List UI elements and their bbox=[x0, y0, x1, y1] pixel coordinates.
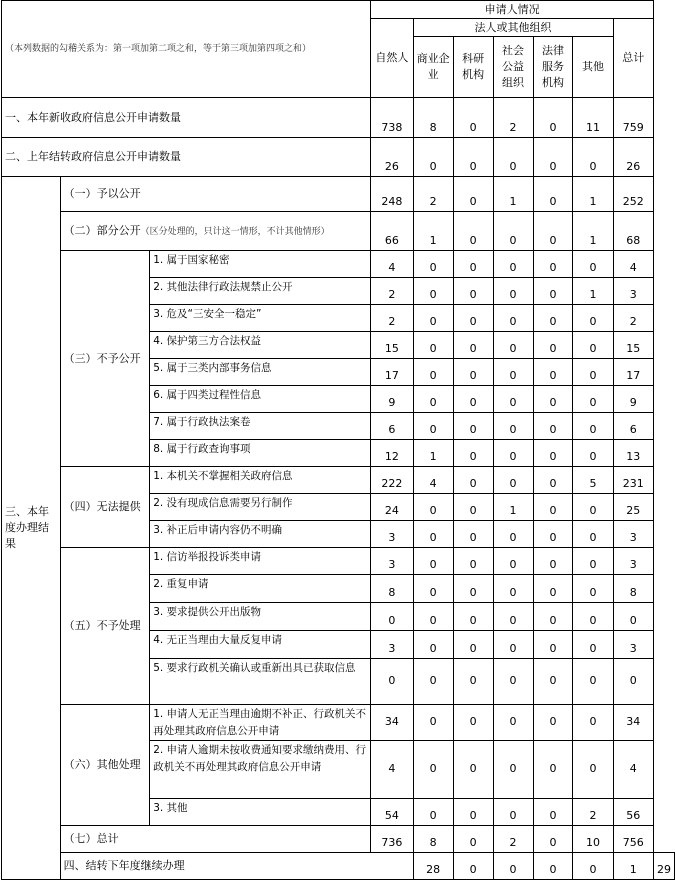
cell-value: 56 bbox=[613, 799, 653, 826]
sub-row-label: 4. 保护第三方合法权益 bbox=[150, 332, 371, 359]
cell-value: 0 bbox=[493, 251, 533, 278]
cell-value: 0 bbox=[413, 799, 453, 826]
cell-value: 0 bbox=[493, 659, 533, 705]
cell-value: 0 bbox=[573, 603, 613, 631]
cell-value: 8 bbox=[613, 575, 653, 603]
report-table-wrapper bbox=[1, 0, 675, 880]
cell-value: 0 bbox=[493, 799, 533, 826]
sub-row-label: 1. 信访举报投诉类申请 bbox=[150, 548, 371, 575]
table-row-partially-disclosed bbox=[2, 212, 675, 251]
row-label: 四、结转下年度继续办理 bbox=[60, 853, 413, 880]
cell-value: 0 bbox=[371, 659, 413, 705]
row-label: （一）予以公开 bbox=[60, 177, 371, 212]
cell-value: 0 bbox=[573, 138, 613, 177]
cell-value: 0 bbox=[453, 413, 493, 440]
sub-row-label: 2. 没有现成信息需要另行制作 bbox=[150, 494, 371, 521]
cell-value: 248 bbox=[371, 177, 413, 212]
col-natural-person: 自然人 bbox=[371, 19, 413, 98]
cell-value: 3 bbox=[613, 278, 653, 305]
cell-value: 2 bbox=[413, 177, 453, 212]
cell-value: 9 bbox=[371, 386, 413, 413]
cell-value: 231 bbox=[613, 467, 653, 494]
cell-value: 0 bbox=[493, 467, 533, 494]
cell-value: 0 bbox=[613, 659, 653, 705]
cell-value: 0 bbox=[453, 705, 493, 741]
cell-value: 0 bbox=[371, 603, 413, 631]
cell-value: 0 bbox=[413, 251, 453, 278]
cell-value: 0 bbox=[533, 853, 573, 880]
cell-value: 3 bbox=[613, 521, 653, 548]
cell-value: 17 bbox=[613, 359, 653, 386]
cell-value: 0 bbox=[453, 251, 493, 278]
row-label: 二、上年结转政府信息公开申请数量 bbox=[2, 138, 371, 177]
cell-value: 0 bbox=[453, 386, 493, 413]
cell-value: 0 bbox=[533, 138, 573, 177]
cell-value: 0 bbox=[453, 278, 493, 305]
cell-value: 15 bbox=[613, 332, 653, 359]
cell-value: 4 bbox=[613, 741, 653, 799]
table-row bbox=[2, 548, 675, 575]
cell-value: 0 bbox=[493, 603, 533, 631]
cell-value: 24 bbox=[371, 494, 413, 521]
cell-value: 0 bbox=[413, 138, 453, 177]
cell-value: 1 bbox=[573, 212, 613, 251]
cell-value: 0 bbox=[533, 305, 573, 332]
cell-value: 0 bbox=[453, 440, 493, 467]
cell-value: 0 bbox=[493, 138, 533, 177]
cell-value: 0 bbox=[493, 548, 533, 575]
cell-value: 68 bbox=[613, 212, 653, 251]
cell-value: 0 bbox=[573, 705, 613, 741]
cell-value: 0 bbox=[453, 332, 493, 359]
cell-value: 0 bbox=[493, 521, 533, 548]
cell-value: 0 bbox=[533, 705, 573, 741]
cell-value: 34 bbox=[613, 705, 653, 741]
cell-value: 0 bbox=[453, 741, 493, 799]
sub-row-label: 2. 其他法律行政法规禁止公开 bbox=[150, 278, 371, 305]
cell-value: 0 bbox=[533, 98, 573, 138]
table-row-disclosed bbox=[2, 177, 675, 212]
cell-value: 0 bbox=[573, 305, 613, 332]
cell-value: 0 bbox=[533, 359, 573, 386]
cell-value: 0 bbox=[413, 386, 453, 413]
cell-value: 0 bbox=[413, 548, 453, 575]
cell-value: 0 bbox=[413, 278, 453, 305]
cell-value: 2 bbox=[613, 305, 653, 332]
cell-value: 15 bbox=[371, 332, 413, 359]
cell-value: 0 bbox=[453, 575, 493, 603]
cell-value: 0 bbox=[573, 853, 613, 880]
sub-row-label: 2. 重复申请 bbox=[150, 575, 371, 603]
sub-row-label: 5. 要求行政机关确认或重新出具已获取信息 bbox=[150, 659, 371, 705]
sub-row-label: 3. 危及“三安全一稳定” bbox=[150, 305, 371, 332]
cell-value: 0 bbox=[573, 575, 613, 603]
cell-value: 13 bbox=[613, 440, 653, 467]
cell-value: 0 bbox=[453, 853, 493, 880]
cell-value: 25 bbox=[613, 494, 653, 521]
cell-value: 1 bbox=[413, 440, 453, 467]
cell-value: 0 bbox=[493, 278, 533, 305]
cell-value: 252 bbox=[613, 177, 653, 212]
table-row-section-total bbox=[2, 826, 675, 853]
sub-row-label: 7. 属于行政执法案卷 bbox=[150, 413, 371, 440]
cell-value: 736 bbox=[371, 826, 413, 853]
cell-value: 0 bbox=[533, 521, 573, 548]
sub-row-label: 3. 其他 bbox=[150, 799, 371, 826]
cell-value: 0 bbox=[493, 413, 533, 440]
cell-value: 4 bbox=[371, 251, 413, 278]
table-row bbox=[2, 251, 675, 278]
sub-row-label: 8. 属于行政查询事项 bbox=[150, 440, 371, 467]
cell-value: 0 bbox=[573, 631, 613, 659]
cell-value: 0 bbox=[413, 305, 453, 332]
cell-value: 0 bbox=[453, 548, 493, 575]
cell-value: 0 bbox=[413, 521, 453, 548]
cell-value: 1 bbox=[413, 212, 453, 251]
cell-value: 1 bbox=[573, 177, 613, 212]
cell-value: 0 bbox=[413, 413, 453, 440]
cell-value: 0 bbox=[413, 575, 453, 603]
partial-label: （二）部分公开 bbox=[63, 223, 141, 237]
cell-value: 0 bbox=[413, 631, 453, 659]
cell-value: 0 bbox=[573, 413, 613, 440]
cell-value: 8 bbox=[413, 98, 453, 138]
cell-value: 8 bbox=[371, 575, 413, 603]
cell-value: 0 bbox=[493, 575, 533, 603]
cell-value: 4 bbox=[613, 251, 653, 278]
cell-value: 0 bbox=[453, 212, 493, 251]
cell-value: 0 bbox=[573, 440, 613, 467]
cell-value: 1 bbox=[613, 853, 653, 880]
cell-value: 54 bbox=[371, 799, 413, 826]
table-row-carried-over bbox=[2, 138, 675, 177]
cell-value: 0 bbox=[493, 359, 533, 386]
cell-value: 29 bbox=[654, 853, 675, 880]
cell-value: 0 bbox=[533, 494, 573, 521]
sub-row-label: 5. 属于三类内部事务信息 bbox=[150, 359, 371, 386]
cell-value: 0 bbox=[533, 332, 573, 359]
cell-value: 6 bbox=[371, 413, 413, 440]
cell-value: 0 bbox=[413, 332, 453, 359]
cell-value: 2 bbox=[493, 98, 533, 138]
col-other: 其他 bbox=[573, 37, 613, 98]
cell-value: 0 bbox=[413, 741, 453, 799]
cell-value: 0 bbox=[573, 251, 613, 278]
cell-value: 0 bbox=[533, 826, 573, 853]
cell-value: 0 bbox=[453, 659, 493, 705]
cell-value: 0 bbox=[493, 212, 533, 251]
cell-value: 2 bbox=[493, 826, 533, 853]
sub-row-label: 3. 补正后申请内容仍不明确 bbox=[150, 521, 371, 548]
cell-value: 0 bbox=[573, 521, 613, 548]
group-label-other-processing: （六）其他处理 bbox=[60, 705, 150, 826]
cell-value: 0 bbox=[413, 705, 453, 741]
cell-value: 12 bbox=[371, 440, 413, 467]
row-label-partial bbox=[60, 212, 371, 251]
cell-value: 0 bbox=[493, 332, 533, 359]
cell-value: 4 bbox=[413, 467, 453, 494]
table-row-new-applications bbox=[2, 98, 675, 138]
cell-value: 0 bbox=[493, 631, 533, 659]
cell-value: 10 bbox=[573, 826, 613, 853]
cell-value: 3 bbox=[613, 631, 653, 659]
partial-note: （区分处理的，只计这一情形，不计其他情形） bbox=[140, 226, 330, 237]
cell-value: 1 bbox=[493, 494, 533, 521]
cell-value: 0 bbox=[453, 359, 493, 386]
cell-value: 0 bbox=[413, 659, 453, 705]
cell-value: 0 bbox=[533, 603, 573, 631]
header-row-1 bbox=[2, 1, 675, 19]
header-note: （本列数据的勾稽关系为：第一项加第二项之和，等于第三项加第四项之和） bbox=[2, 1, 371, 98]
table-row-carry-forward bbox=[2, 853, 675, 880]
cell-value: 9 bbox=[613, 386, 653, 413]
cell-value: 1 bbox=[493, 177, 533, 212]
group-label-not-disclosed: （三）不予公开 bbox=[60, 251, 150, 467]
cell-value: 0 bbox=[573, 548, 613, 575]
cell-value: 0 bbox=[453, 826, 493, 853]
cell-value: 0 bbox=[533, 278, 573, 305]
cell-value: 0 bbox=[453, 603, 493, 631]
section-3-label: 三、本年度办理结果 bbox=[2, 177, 61, 880]
cell-value: 26 bbox=[371, 138, 413, 177]
cell-value: 0 bbox=[533, 741, 573, 799]
cell-value: 0 bbox=[533, 440, 573, 467]
cell-value: 0 bbox=[493, 386, 533, 413]
cell-value: 0 bbox=[533, 631, 573, 659]
cell-value: 0 bbox=[413, 494, 453, 521]
cell-value: 8 bbox=[413, 826, 453, 853]
cell-value: 0 bbox=[533, 659, 573, 705]
group-label-unable-to-provide: （四）无法提供 bbox=[60, 467, 150, 548]
cell-value: 0 bbox=[573, 494, 613, 521]
cell-value: 0 bbox=[493, 440, 533, 467]
cell-value: 1 bbox=[573, 278, 613, 305]
sub-row-label: 2. 申请人逾期未按收费通知要求缴纳费用、行政机关不再处理其政府信息公开申请 bbox=[150, 741, 371, 799]
cell-value: 17 bbox=[371, 359, 413, 386]
cell-value: 5 bbox=[573, 467, 613, 494]
cell-value: 34 bbox=[371, 705, 413, 741]
cell-value: 0 bbox=[613, 603, 653, 631]
table-row bbox=[2, 467, 675, 494]
cell-value: 0 bbox=[493, 853, 533, 880]
sub-row-label: 1. 本机关不掌握相关政府信息 bbox=[150, 467, 371, 494]
cell-value: 2 bbox=[573, 799, 613, 826]
header-legal-entity-group: 法人或其他组织 bbox=[413, 19, 613, 37]
cell-value: 0 bbox=[533, 799, 573, 826]
cell-value: 4 bbox=[371, 741, 413, 799]
col-total: 总计 bbox=[613, 19, 653, 98]
cell-value: 11 bbox=[573, 98, 613, 138]
cell-value: 2 bbox=[371, 278, 413, 305]
cell-value: 222 bbox=[371, 467, 413, 494]
cell-value: 0 bbox=[533, 575, 573, 603]
cell-value: 0 bbox=[573, 359, 613, 386]
cell-value: 0 bbox=[453, 98, 493, 138]
cell-value: 0 bbox=[453, 799, 493, 826]
cell-value: 0 bbox=[493, 305, 533, 332]
sub-row-label: 1. 申请人无正当理由逾期不补正、行政机关不再处理其政府信息公开申请 bbox=[150, 705, 371, 741]
cell-value: 3 bbox=[613, 548, 653, 575]
cell-value: 0 bbox=[453, 177, 493, 212]
cell-value: 3 bbox=[371, 548, 413, 575]
cell-value: 6 bbox=[613, 413, 653, 440]
cell-value: 0 bbox=[533, 251, 573, 278]
cell-value: 738 bbox=[371, 98, 413, 138]
row-label: 一、本年新收政府信息公开申请数量 bbox=[2, 98, 371, 138]
cell-value: 0 bbox=[493, 705, 533, 741]
sub-row-label: 6. 属于四类过程性信息 bbox=[150, 386, 371, 413]
cell-value: 28 bbox=[413, 853, 453, 880]
cell-value: 0 bbox=[453, 631, 493, 659]
cell-value: 0 bbox=[533, 177, 573, 212]
sub-row-label: 3. 要求提供公开出版物 bbox=[150, 603, 371, 631]
cell-value: 0 bbox=[533, 212, 573, 251]
sub-row-label: 4. 无正当理由大量反复申请 bbox=[150, 631, 371, 659]
report-table bbox=[1, 0, 675, 880]
col-public-welfare: 社会公益组织 bbox=[493, 37, 533, 98]
cell-value: 0 bbox=[533, 467, 573, 494]
header-applicant-situation: 申请人情况 bbox=[371, 1, 654, 19]
cell-value: 0 bbox=[453, 494, 493, 521]
cell-value: 0 bbox=[573, 659, 613, 705]
sub-row-label: 1. 属于国家秘密 bbox=[150, 251, 371, 278]
cell-value: 756 bbox=[613, 826, 653, 853]
cell-value: 3 bbox=[371, 631, 413, 659]
col-commercial: 商业企业 bbox=[413, 37, 453, 98]
cell-value: 0 bbox=[413, 603, 453, 631]
cell-value: 0 bbox=[413, 359, 453, 386]
cell-value: 2 bbox=[371, 305, 413, 332]
cell-value: 0 bbox=[453, 467, 493, 494]
cell-value: 0 bbox=[453, 138, 493, 177]
cell-value: 0 bbox=[533, 413, 573, 440]
cell-value: 0 bbox=[573, 332, 613, 359]
cell-value: 0 bbox=[573, 741, 613, 799]
cell-value: 26 bbox=[613, 138, 653, 177]
cell-value: 0 bbox=[493, 741, 533, 799]
col-research: 科研机构 bbox=[453, 37, 493, 98]
cell-value: 0 bbox=[533, 548, 573, 575]
cell-value: 759 bbox=[613, 98, 653, 138]
cell-value: 0 bbox=[533, 386, 573, 413]
col-legal-service: 法律服务机构 bbox=[533, 37, 573, 98]
table-row bbox=[2, 705, 675, 741]
cell-value: 0 bbox=[573, 386, 613, 413]
row-label: （七）总计 bbox=[60, 826, 371, 853]
cell-value: 0 bbox=[453, 521, 493, 548]
group-label-not-processed: （五）不予处理 bbox=[60, 548, 150, 705]
cell-value: 0 bbox=[453, 305, 493, 332]
cell-value: 3 bbox=[371, 521, 413, 548]
cell-value: 66 bbox=[371, 212, 413, 251]
